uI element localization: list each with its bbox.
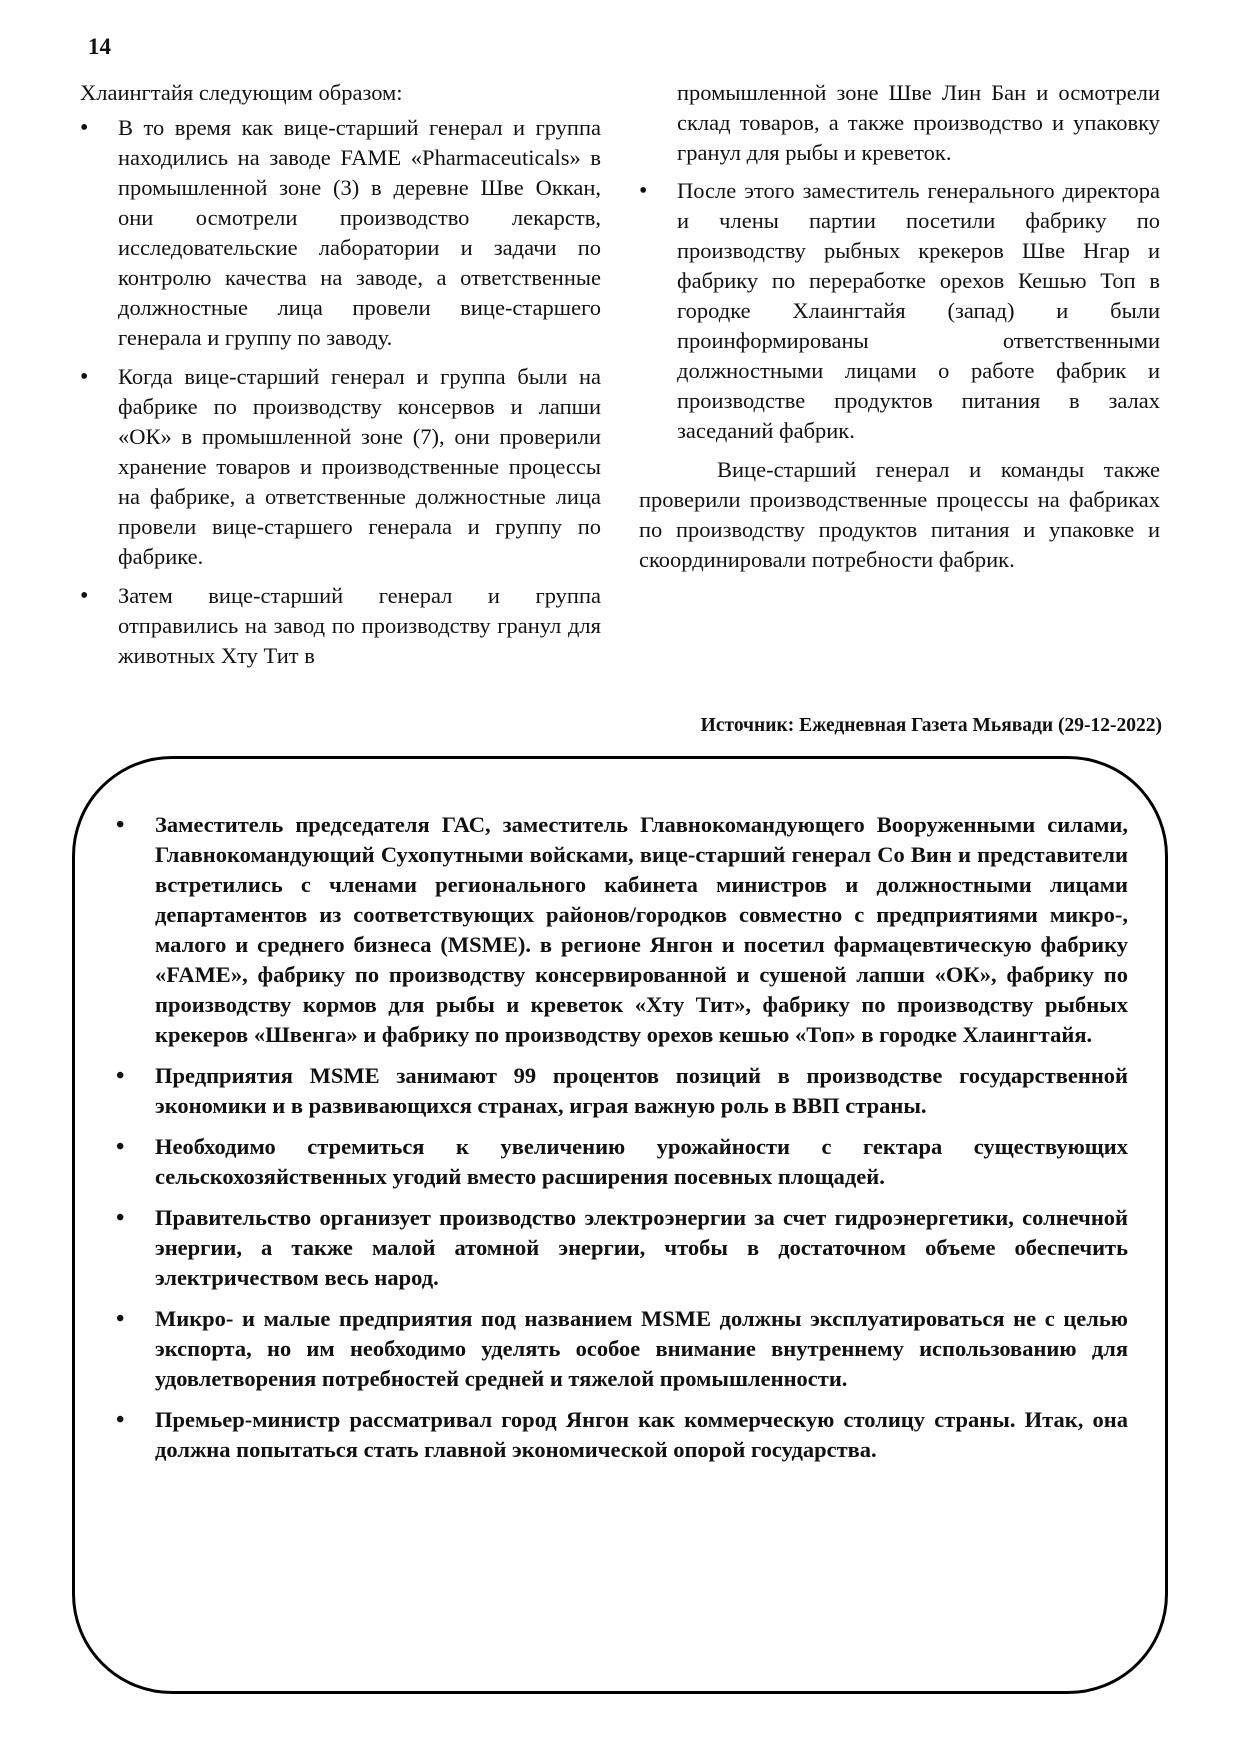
summary-point-5: • Микро- и малые предприятия под названием MSME должны эксплуатироваться не с целью экспорта, но им необходимо уделять особое внимание внутреннему использованию для удовлетворения потребностей средней и тяжелой промышленности. xyxy=(112,1304,1128,1394)
left-bullet-2: • Когда вице-старший генерал и группа были на фабрике по производству консервов и лапши «ОК» в промышленной зоне (7), они проверили хранение товаров и производственные процессы на фабрике, а ответственные должностные лица провели вице-старшего генерала и группу по фабрике. xyxy=(80,362,601,572)
summary-point-3: • Необходимо стремиться к увеличению урожайности с гектара существующих сельскохозяйственных угодий вместо расширения посевных площадей. xyxy=(112,1132,1128,1192)
left-bullet-1: • В то время как вице-старший генерал и группа находились на заводе FAME «Pharmaceuticals» в промышленной зоне (3) в деревне Шве Оккан, они осмотрели производство лекарств, исследовательские лаборатории и задачи по контролю качества на заводе, а ответственные должностные лица провели вице-старшего генерала и группу по заводу. xyxy=(80,113,601,353)
summary-point-4: • Правительство организует производство электроэнергии за счет гидроэнергетики, солнечной энергии, а также малой атомной энергии, чтобы в достаточном объеме обеспечить электричеством весь народ. xyxy=(112,1203,1128,1293)
right-column xyxy=(639,78,1160,671)
right-column-bullets xyxy=(639,176,1160,446)
right-column-closing: Вице-старший генерал и команды также проверили производственные процессы на фабриках по производству продуктов питания и упаковке и скоординировали потребности фабрик. xyxy=(639,457,1160,572)
summary-point-2: • Предприятия MSME занимают 99 процентов позиций в производстве государственной экономики и в развивающихся странах, играя важную роль в ВВП страны. xyxy=(112,1061,1128,1121)
left-bullet-3: • Затем вице-старший генерал и группа отправились на завод по производству гранул для животных Хту Тит в xyxy=(80,581,601,671)
article-columns xyxy=(80,78,1160,671)
source-citation: Источник: Ежедневная Газета Мьявади (29-12-2022) xyxy=(700,715,1162,736)
summary-list xyxy=(112,810,1128,1476)
summary-point-1: • Заместитель председателя ГАС, заместитель Главнокомандующего Вооруженными силами, Главнокомандующий Сухопутными войсками, вице-старший генерал Со Вин и представители встретились с членами регионального кабинета министров и должностными лицами департаментов из соответствующих районов/городков совместно с предприятиями микро-, малого и среднего бизнеса (MSME). в регионе Янгон и посетил фармацевтическую фабрику «FAME», фабрику по производству консервированной и сушеной лапши «ОК», фабрику по производству кормов для рыбы и креветок «Хту Тит», фабрику по производству рыбных крекеров «Швенга» и фабрику по производству орехов кешью «Топ» в городке Хлаингтайя. xyxy=(112,810,1128,1050)
right-column-continuation: промышленной зоне Шве Лин Бан и осмотрели склад товаров, а также производство и упаковку гранул для рыбы и креветок. xyxy=(677,80,1160,165)
left-column-intro: Хлаингтайя следующим образом: xyxy=(80,80,403,105)
right-bullet-1: • После этого заместитель генерального директора и члены партии посетили фабрику по производству рыбных крекеров Шве Нгар и фабрику по переработке орехов Кешью Топ в городке Хлаингтайя (запад) и были проинформированы ответственными должностными лицами о работе фабрик и производстве продуктов питания в залах заседаний фабрик. xyxy=(639,176,1160,446)
page-number: 14 xyxy=(88,34,111,59)
left-column-bullets xyxy=(80,113,601,671)
left-column xyxy=(80,78,601,671)
summary-point-6: • Премьер-министр рассматривал город Янгон как коммерческую столицу страны. Итак, она должна попытаться стать главной экономической опорой государства. xyxy=(112,1405,1128,1465)
